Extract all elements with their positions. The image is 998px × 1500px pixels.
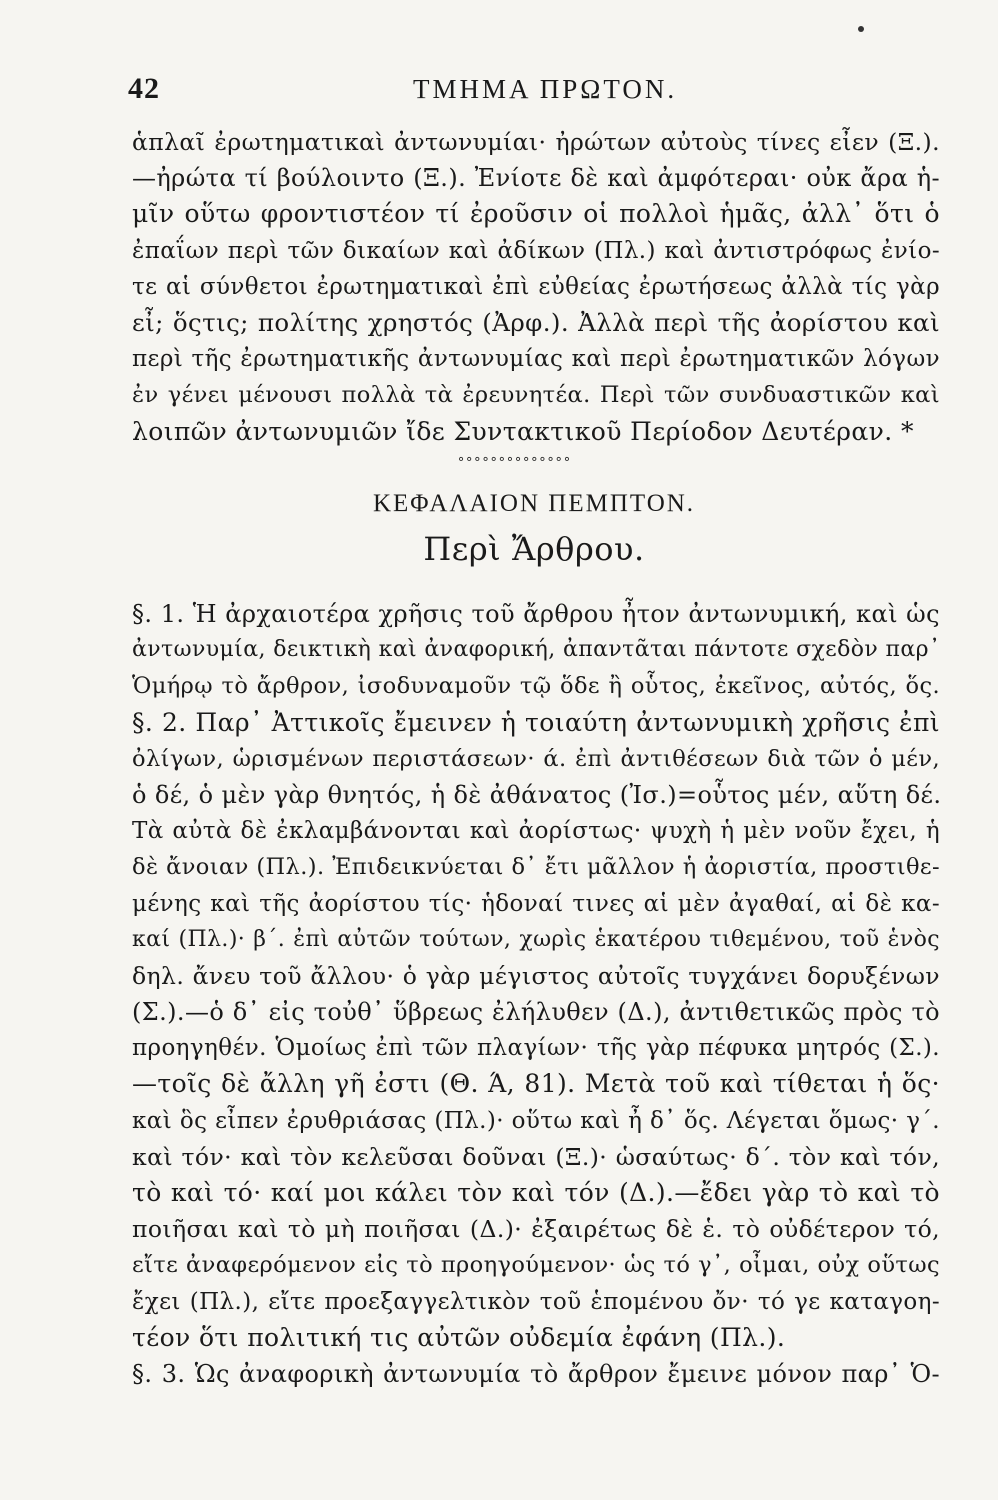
ink-speck bbox=[858, 26, 864, 32]
text-line: —ἠρώτα τί βούλοιντο (Ξ.). Ἐνίοτε δὲ καὶ ἀμφότεραι· οὐκ ἄρα ἡ- bbox=[132, 164, 940, 193]
text-line: ἁπλαῖ ἐρωτηματικαὶ ἀντωνυμίαι· ἠρώτων αὐτοὺς τίνες εἶεν (Ξ.). bbox=[132, 128, 940, 156]
text-line: §. 3. Ὡς ἀναφορικὴ ἀντωνυμία τὸ ἄρθρον ἔμεινε μόνον παρ᾽ Ὁ- bbox=[132, 1359, 940, 1388]
chapter-subtitle: Περὶ Ἄρθρου. bbox=[423, 530, 645, 568]
text-line: καὶ ὃς εἶπεν ἐρυθριάσας (Πλ.)· οὕτω καὶ ἦ δ᾽ ὅς. Λέγεται ὅμως· γ΄. bbox=[132, 1107, 940, 1134]
text-line: τε αἱ σύνθετοι ἐρωτηματικαὶ ἐπὶ εὐθείας ἐρωτήσεως ἀλλὰ τίς γὰρ bbox=[132, 273, 940, 300]
text-line: τέον ὅτι πολιτική τις αὐτῶν οὐδεμία ἐφάνη (Πλ.). bbox=[132, 1322, 786, 1352]
text-line: τὸ καὶ τό· καί μοι κάλει τὸν καὶ τόν (Δ.).—ἔδει γὰρ τὸ καὶ τὸ bbox=[132, 1178, 940, 1207]
text-line: δὲ ἄνοιαν (Πλ.). Ἐπιδεικνύεται δ᾽ ἔτι μᾶλλον ἡ ἀοριστία, προστιθε- bbox=[132, 854, 940, 881]
text-line: περὶ τῆς ἐρωτηματικῆς ἀντωνυμίας καὶ περὶ ἐρωτηματικῶν λόγων bbox=[132, 346, 940, 373]
text-line: Τὰ αὐτὰ δὲ ἐκλαμβάνονται καὶ ἀορίστως· ψυχὴ ἡ μὲν νοῦν ἔχει, ἡ bbox=[132, 818, 940, 845]
text-line: λοιπῶν ἀντωνυμιῶν ἴδε Συντακτικοῦ Περίοδον Δευτέραν. * bbox=[132, 416, 914, 446]
decorative-rule: ∘∘∘∘∘∘∘∘∘∘∘∘∘∘ bbox=[457, 452, 571, 467]
text-line: εἶ; ὅςτις; πολίτης χρηστός (Ἀρφ.). Ἀλλὰ περὶ τῆς ἀορίστου καὶ bbox=[132, 307, 940, 337]
chapter-body bbox=[132, 596, 940, 1392]
text-line: ἀντωνυμία, δεικτικὴ καὶ ἀναφορική, ἀπαντᾶται πάντοτε σχεδὸν παρ᾽ bbox=[132, 637, 941, 663]
text-line: §. 2. Παρ᾽ Ἀττικοῖς ἔμεινεν ἡ τοιαύτη ἀντωνυμικὴ χρῆσις ἐπὶ bbox=[132, 707, 940, 737]
text-line: —τοῖς δὲ ἄλλη γῆ ἐστι (Θ. Ά, 81). Μετὰ τοῦ καὶ τίθεται ἡ ὅς· bbox=[132, 1069, 940, 1099]
text-line: καί (Πλ.)· β΄. ἐπὶ αὐτῶν τούτων, χωρὶς ἑκατέρου τιθεμένου, τοῦ ἑνὸς bbox=[132, 926, 940, 952]
page-number: 42 bbox=[128, 72, 160, 105]
text-line: §. 1. Ἡ ἀρχαιοτέρα χρῆσις τοῦ ἄρθρου ἦτον ἀντωνυμική, καὶ ὡς bbox=[132, 600, 940, 628]
running-head: ΤΜΗΜΑ ΠΡΩΤΟΝ. bbox=[413, 74, 678, 104]
text-line: ποιῆσαι καὶ τὸ μὴ ποιῆσαι (Δ.)· ἐξαιρέτως δὲ ἑ. τὸ οὐδέτερον τό, bbox=[132, 1215, 940, 1244]
page-header bbox=[128, 72, 938, 112]
chapter-title: ΚΕΦΑΛΑΙΟΝ ΠΕΜΠΤΟΝ. bbox=[372, 490, 696, 517]
text-line: ὀλίγων, ὡρισμένων περιστάσεων· ά. ἐπὶ ἀντιθέσεων διὰ τῶν ὁ μέν, bbox=[132, 745, 940, 772]
top-text-block bbox=[132, 124, 940, 450]
text-line: (Σ.).—ὁ δ᾽ εἰς τοὐθ᾽ ὕβρεως ἐλήλυθεν (Δ.), ἀντιθετικῶς πρὸς τὸ bbox=[132, 998, 940, 1027]
text-line: μένης καὶ τῆς ἀορίστου τίς· ἡδοναί τινες αἱ μὲν ἀγαθαί, αἱ δὲ κα- bbox=[132, 890, 940, 917]
text-line: καὶ τόν· καὶ τὸν κελεῦσαι δοῦναι (Ξ.)· ὡσαύτως· δ΄. τὸν καὶ τόν, bbox=[132, 1142, 940, 1171]
text-line: προηγηθέν. Ὁμοίως ἐπὶ τῶν πλαγίων· τῆς γὰρ πέφυκα μητρός (Σ.). bbox=[132, 1035, 940, 1062]
text-line: Ὁμήρῳ τὸ ἄρθρον, ἰσοδυναμοῦν τῷ ὅδε ἢ οὗτος, ἐκεῖνος, αὐτός, ὅς. bbox=[132, 673, 940, 700]
text-line: δηλ. ἄνευ τοῦ ἄλλου· ὁ γὰρ μέγιστος αὐτοῖς τυγχάνει δορυξένων bbox=[132, 961, 940, 990]
text-line: ἐπαΐων περὶ τῶν δικαίων καὶ ἀδίκων (Πλ.) καὶ ἀντιστρόφως ἐνίο- bbox=[132, 237, 940, 264]
text-line: μῖν οὕτω φροντιστέον τί ἐροῦσιν οἱ πολλοὶ ἡμᾶς, ἀλλ᾽ ὅτι ὁ bbox=[132, 199, 940, 229]
text-line: ἔχει (Πλ.), εἴτε προεξαγγελτικὸν τοῦ ἑπομένου ὄν· τό γε καταγοη- bbox=[132, 1288, 940, 1315]
text-line: εἴτε ἀναφερόμενον εἰς τὸ προηγούμενον· ὡς τό γ᾽, οἶμαι, οὐχ οὕτως bbox=[132, 1252, 940, 1279]
text-line: ὁ δέ, ὁ μὲν γὰρ θνητός, ἡ δὲ ἀθάνατος (Ἰσ.)=οὗτος μέν, αὕτη δέ. bbox=[132, 780, 942, 809]
text-line: ἐν γένει μένουσι πολλὰ τὰ ἐρευνητέα. Περὶ τῶν συνδυαστικῶν καὶ bbox=[132, 382, 940, 409]
